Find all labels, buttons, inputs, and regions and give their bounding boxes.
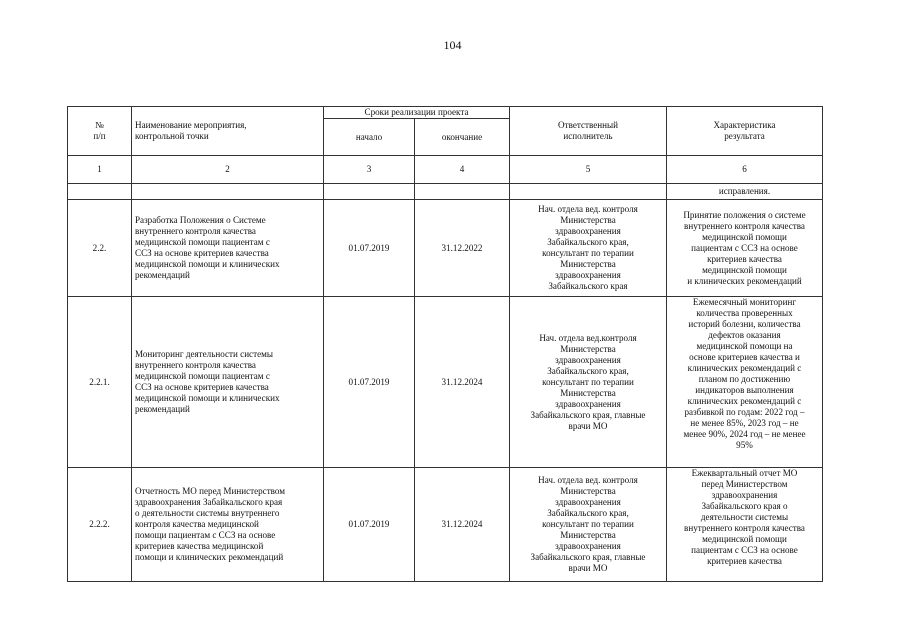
table-row xyxy=(68,468,823,582)
column-number: 2 xyxy=(132,156,324,184)
column-number-row xyxy=(68,156,823,184)
row-name: Отчетность МО перед Министерством здравоохранения Забайкальского края о деятельности системы внутреннего контроля качества медицинской помощи пациентам с ССЗ на основе критериев качества медицинской помощи и клинических рекомендаций xyxy=(132,468,324,582)
column-number: 6 xyxy=(667,156,823,184)
column-number: 3 xyxy=(324,156,415,184)
header-row-top xyxy=(68,107,823,119)
empty-cell xyxy=(510,184,667,200)
row-num: 2.2.2. xyxy=(68,468,132,582)
row-name: Разработка Положения о Системе внутреннего контроля качества медицинской помощи пациентам с ССЗ на основе критериев качества медицинской помощи и клинических рекомендаций xyxy=(132,200,324,297)
row-result: Ежеквартальный отчет МО перед Министерством здравоохранения Забайкальского края о деятельности системы внутреннего контроля качества медицинской помощи пациентам с ССЗ на основе критериев качества xyxy=(667,468,823,582)
empty-cell xyxy=(68,184,132,200)
table-row xyxy=(68,200,823,297)
empty-cell xyxy=(132,184,324,200)
row-start: 01.07.2019 xyxy=(324,200,415,297)
column-number: 1 xyxy=(68,156,132,184)
header-start: начало xyxy=(324,119,415,156)
row-result: Принятие положения о системе внутреннего контроля качества медицинской помощи пациентам с ССЗ на основе критериев качества медицинской помощи и клинических рекомендаций xyxy=(667,200,823,297)
empty-cell xyxy=(324,184,415,200)
header-period: Сроки реализации проекта xyxy=(324,107,510,119)
continuation-row xyxy=(68,184,823,200)
continuation-text: исправления. xyxy=(667,184,823,200)
header-num: № п/п xyxy=(68,107,132,156)
row-result: Ежемесячный мониторинг количества проверенных историй болезни, количества дефектов оказания медицинской помощи на основе критериев качества и клинических рекомендаций с планом по достижению индикаторов выполнения клинических рекомендаций с разбивкой по годам: 2022 год – не менее 85%, 2023 год – не менее 90%, 2024 год – не менее 95% xyxy=(667,297,823,468)
table-row xyxy=(68,297,823,468)
header-name: Наименование мероприятия, контрольной точки xyxy=(132,107,324,156)
row-num: 2.2.1. xyxy=(68,297,132,468)
row-end: 31.12.2022 xyxy=(415,200,510,297)
row-end: 31.12.2024 xyxy=(415,468,510,582)
row-end: 31.12.2024 xyxy=(415,297,510,468)
row-start: 01.07.2019 xyxy=(324,468,415,582)
row-executor: Нач. отдела вед. контроля Министерства здравоохранения Забайкальского края, консультант по терапии Министерства здравоохранения Забайкальского края xyxy=(510,200,667,297)
header-result: Характеристика результата xyxy=(667,107,823,156)
row-name: Мониторинг деятельности системы внутреннего контроля качества медицинской помощи пациентам с ССЗ на основе критериев качества медицинской помощи и клинических рекомендаций xyxy=(132,297,324,468)
header-end: окончание xyxy=(415,119,510,156)
row-executor: Нач. отдела вед. контроля Министерства здравоохранения Забайкальского края, консультант по терапии Министерства здравоохранения Забайкальского края, главные врачи МО xyxy=(510,468,667,582)
column-number: 5 xyxy=(510,156,667,184)
row-executor: Нач. отдела вед.контроля Министерства здравоохранения Забайкальского края, консультант по терапии Министерства здравоохранения Забайкальского края, главные врачи МО xyxy=(510,297,667,468)
empty-cell xyxy=(415,184,510,200)
page-number: 104 xyxy=(443,38,462,52)
header-executor: Ответственный исполнитель xyxy=(510,107,667,156)
project-plan-table xyxy=(67,106,823,582)
row-start: 01.07.2019 xyxy=(324,297,415,468)
column-number: 4 xyxy=(415,156,510,184)
row-num: 2.2. xyxy=(68,200,132,297)
